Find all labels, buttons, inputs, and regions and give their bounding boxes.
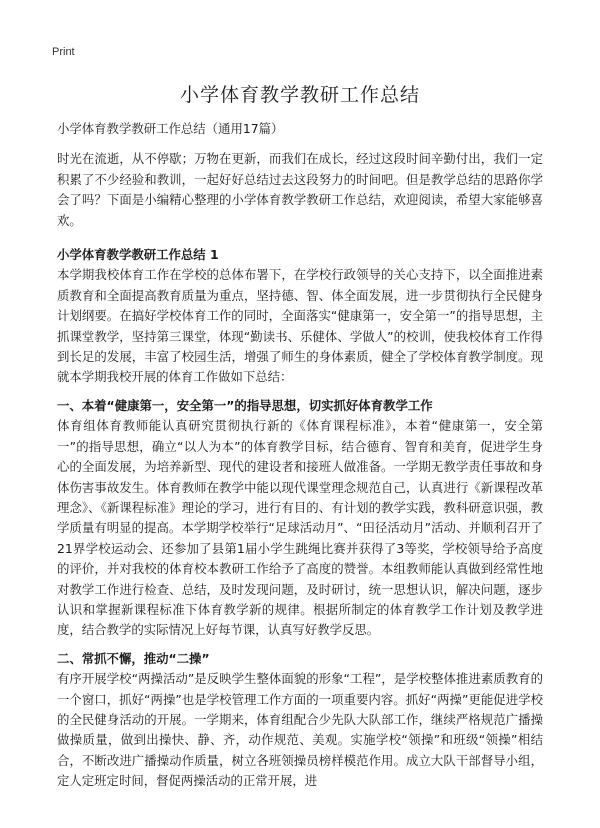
print-label[interactable]: Print [52, 46, 75, 58]
intro-paragraph: 时光在流逝，从不停歇；万物在更新，而我们在成长，经过这段时间辛勤付出，我们一定积累了不少经验和教训，一起好好总结过去这段努力的时间吧。但是教学总结的思路你学会了吗？下面是小编精心整理的小学体育教学教研工作总结，欢迎阅读，希望大家能够喜欢。 [57, 151, 543, 228]
document-subtitle: 小学体育教学教研工作总结（通用17篇） [57, 121, 284, 136]
document-title: 小学体育教学教研工作总结 [179, 84, 420, 106]
section-1-heading: 一、本着“健康第一，安全第一”的指导思想，切实抓好体育教学工作 [57, 397, 433, 413]
article-heading: 小学体育教学教研工作总结 1 [57, 247, 219, 263]
paragraph-3: 有序开展学校“两操活动”是反映学生整体面貌的形象“工程”，是学校整体推进素质教育的一个窗口，抓好“两操”也是学校管理工作方面的一项重要内容。抓好“两操”更能促进学校的全民健身活动的开展。一学期来，体育组配合少先队大队部工作，继续严格规范广播操做操质量，做到出操快、静、齐，动作规范、美观。实施学校“领操”和班级“领操”相结合，不断改进广播操动作质量，树立各班领操员榜样模范作用。成立大队干部督导小组，定人定班定时间，督促两操活动的正常开展，进 [57, 671, 543, 789]
paragraph-1: 本学期我校体育工作在学校的总体布署下，在学校行政领导的关心支持下，以全面推进素质教育和全面提高教育质量为重点，坚持德、智、体全面发展，进一步贯彻执行全民健身计划纲要。在搞好学校体育工作的同时，全面落实“健康第一，安全第一”的指导思想，主抓课堂教学，坚持第三课堂，体现“勤读书、乐健体、学做人”的校训，使我校体育工作得到长足的发展，丰富了校园生活，增强了师生的身体素质，健全了学校体育教学制度。现就本学期我校开展的体育工作做如下总结： [57, 267, 543, 385]
paragraph-2: 体育组体育教师能认真研究贯彻执行新的《体育课程标准》，本着“健康第一，安全第一”的指导思想，确立“以人为本”的体育教学目标，结合德育、智育和美育，促进学生身心的全面发展，为培养新型、现代的建设者和接班人做准备。一学期无教学责任事故和身体伤害事故发生。体育教师在教学中能以现代课堂理念规范自己，认真进行《新课程改革理念》、《新课程标准》理论的学习，进行有目的、有计划的教学实践，教科研意识强，教学质量有明显的提高。本学期学校举行“足球活动月”、“田径活动月”活动、并顺利召开了21界学校运动会、还参加了县第1届小学生跳绳比赛并获得了3等奖，学校领导给予高度的评价，并对我校的体育校本教研工作给予了高度的赞誉。本组教师能认真做到经常性地对教学工作进行检查、总结，及时发现问题，及时研讨，统一思想认识，解决问题，逐步认识和掌握新课程标准下体育教学新的规律。根据所制定的体育教学工作计划及教学进度，结合教学的实际情况上好每节课，认真写好教学反思。 [57, 418, 543, 638]
section-2-heading: 二、常抓不懈，推动“二操” [57, 650, 210, 666]
document-body [57, 119, 543, 792]
